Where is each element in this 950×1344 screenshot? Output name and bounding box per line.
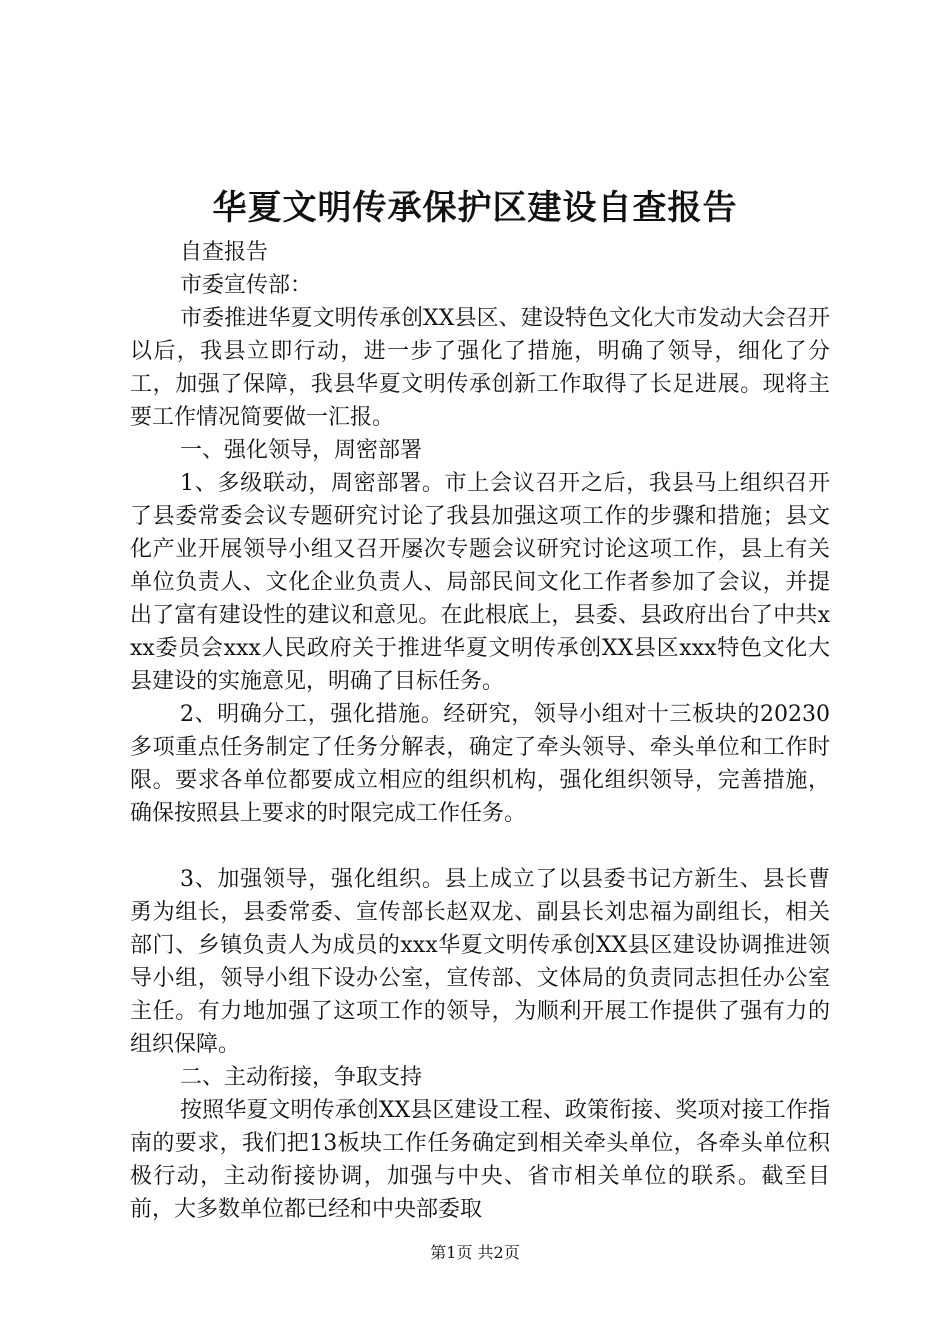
document-title: 华夏文明传承保护区建设自查报告: [212, 188, 738, 228]
section-heading-2: 二、主动衔接，争取支持: [180, 1065, 423, 1090]
document-body: [130, 236, 830, 1226]
paragraph-item-1: 1、多级联动，周密部署。市上会议召开之后，我县马上组织召开了县委常委会议专题研究讨论了我县加强这项工作的步骤和措施；县文化产业开展领导小组又召开屡次专题会议研究讨论这项工作，县上有关单位负责人、文化企业负责人、局部民间文化工作者参加了会议，并提出了富有建设性的建议和意见。在此根底上，县委、县政府出台了中共xxx委员会xxx人民政府关于推进华夏文明传承创XX县区xxx特色文化大县建设的实施意见，明确了目标任务。: [130, 471, 830, 694]
intro-paragraph: 市委推进华夏文明传承创XX县区、建设特色文化大市发动大会召开以后，我县立即行动，进一步了强化了措施，明确了领导，细化了分工，加强了保障，我县华夏文明传承创新工作取得了长足进展。现将主要工作情况简要做一汇报。: [130, 306, 830, 430]
paragraph-item-2: 2、明确分工，强化措施。经研究，领导小组对十三板块的20230多项重点任务制定了任务分解表，确定了牵头领导、牵头单位和工作时限。要求各单位都要成立相应的组织机构，强化组织领导，完善措施，确保按照县上要求的时限完成工作任务。: [130, 702, 830, 826]
paragraph-item-3: 3、加强领导，强化组织。县上成立了以县委书记方新生、县长曹勇为组长，县委常委、宣传部长赵双龙、副县长刘忠福为副组长，相关部门、乡镇负责人为成员的xxx华夏文明传承创XX县区建设协调推进领导小组，领导小组下设办公室，宣传部、文体局的负责同志担任办公室主任。有力地加强了这项工作的领导，为顺利开展工作提供了强有力的组织保障。: [130, 867, 830, 1057]
paragraph-section-2: 按照华夏文明传承创XX县区建设工程、政策衔接、奖项对接工作指南的要求，我们把13板块工作任务确定到相关牵头单位，各牵头单位积极行动，主动衔接协调，加强与中央、省市相关单位的联系。截至目前，大多数单位都已经和中央部委取: [130, 1098, 830, 1222]
report-label: 自查报告: [180, 240, 269, 265]
page-footer: 第1页 共2页: [430, 1243, 520, 1262]
section-heading-1: 一、强化领导，周密部署: [180, 438, 423, 463]
salutation: 市委宣传部：: [180, 273, 313, 298]
